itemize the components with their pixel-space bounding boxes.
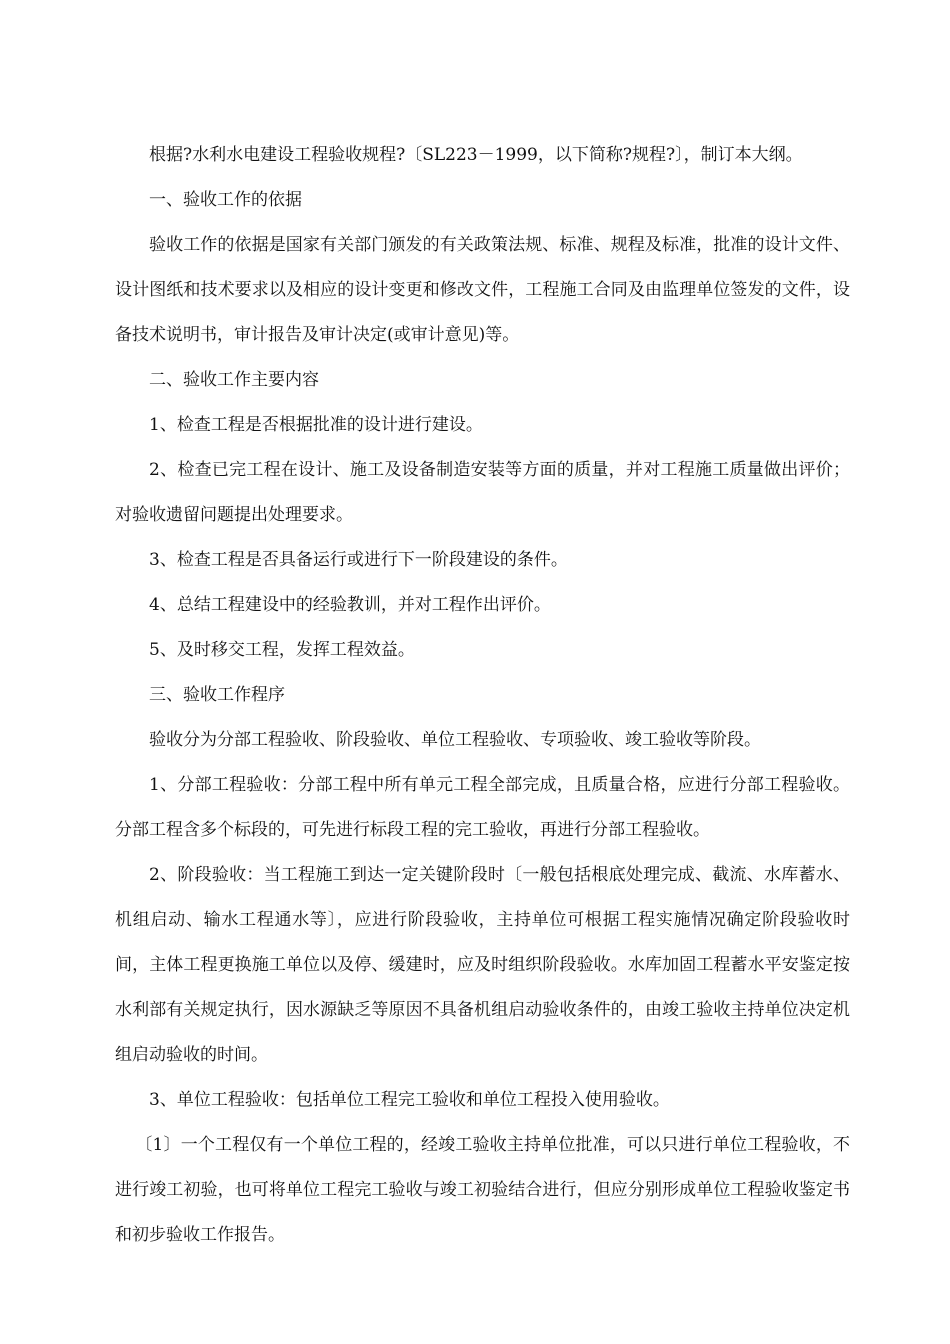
list-item-procedure-1: 1、分部工程验收：分部工程中所有单元工程全部完成，且质量合格，应进行分部工程验收。分部工程含多个标段的，可先进行标段工程的完工验收，再进行分部工程验收。 — [115, 775, 850, 840]
list-item-content-5: 5、及时移交工程，发挥工程效益。 — [149, 640, 415, 660]
list-item-content-1: 1、检查工程是否根据批准的设计进行建设。 — [149, 415, 483, 435]
list-item-procedure-2: 2、阶段验收：当工程施工到达一定关键阶段时〔一般包括根底处理完成、截流、水库蓄水、机组启动、输水工程通水等〕，应进行阶段验收，主持单位可根据工程实施情况确定阶段验收时间，主体工程更换施工单位以及停、缓建时，应及时组织阶段验收。水库加固工程蓄水平安鉴定按水利部有关规定执行，因水源缺乏等原因不具备机组启动验收条件的，由竣工验收主持单位决定机组启动验收的时间。 — [115, 865, 850, 1065]
sub-item-procedure-3-1: 〔1〕一个工程仅有一个单位工程的，经竣工验收主持单位批准，可以只进行单位工程验收，不进行竣工初验，也可将单位工程完工验收与竣工初验结合进行，但应分别形成单位工程验收鉴定书和初步验收工作报告。 — [115, 1135, 850, 1245]
paragraph-basis: 验收工作的依据是国家有关部门颁发的有关政策法规、标准、规程及标准，批准的设计文件、设计图纸和技术要求以及相应的设计变更和修改文件，工程施工合同及由监理单位签发的文件，设备技术说明书，审计报告及审计决定(或审计意见)等。 — [115, 235, 850, 345]
paragraph-intro: 根据?水利水电建设工程验收规程?〔SL223－1999，以下简称?规程?〕，制订本大纲。 — [149, 145, 803, 165]
list-item-content-2: 2、检查已完工程在设计、施工及设备制造安装等方面的质量，并对工程施工质量做出评价；对验收遗留问题提出处理要求。 — [115, 460, 850, 525]
paragraph-stages: 验收分为分部工程验收、阶段验收、单位工程验收、专项验收、竣工验收等阶段。 — [149, 730, 761, 750]
section-heading-procedure: 三、验收工作程序 — [149, 685, 285, 705]
document-body — [115, 133, 850, 1258]
list-item-procedure-3: 3、单位工程验收：包括单位工程完工验收和单位工程投入使用验收。 — [149, 1090, 670, 1110]
section-heading-basis: 一、验收工作的依据 — [149, 190, 302, 210]
list-item-content-4: 4、总结工程建设中的经验教训，并对工程作出评价。 — [149, 595, 551, 615]
section-heading-content: 二、验收工作主要内容 — [149, 370, 319, 390]
list-item-content-3: 3、检查工程是否具备运行或进行下一阶段建设的条件。 — [149, 550, 568, 570]
